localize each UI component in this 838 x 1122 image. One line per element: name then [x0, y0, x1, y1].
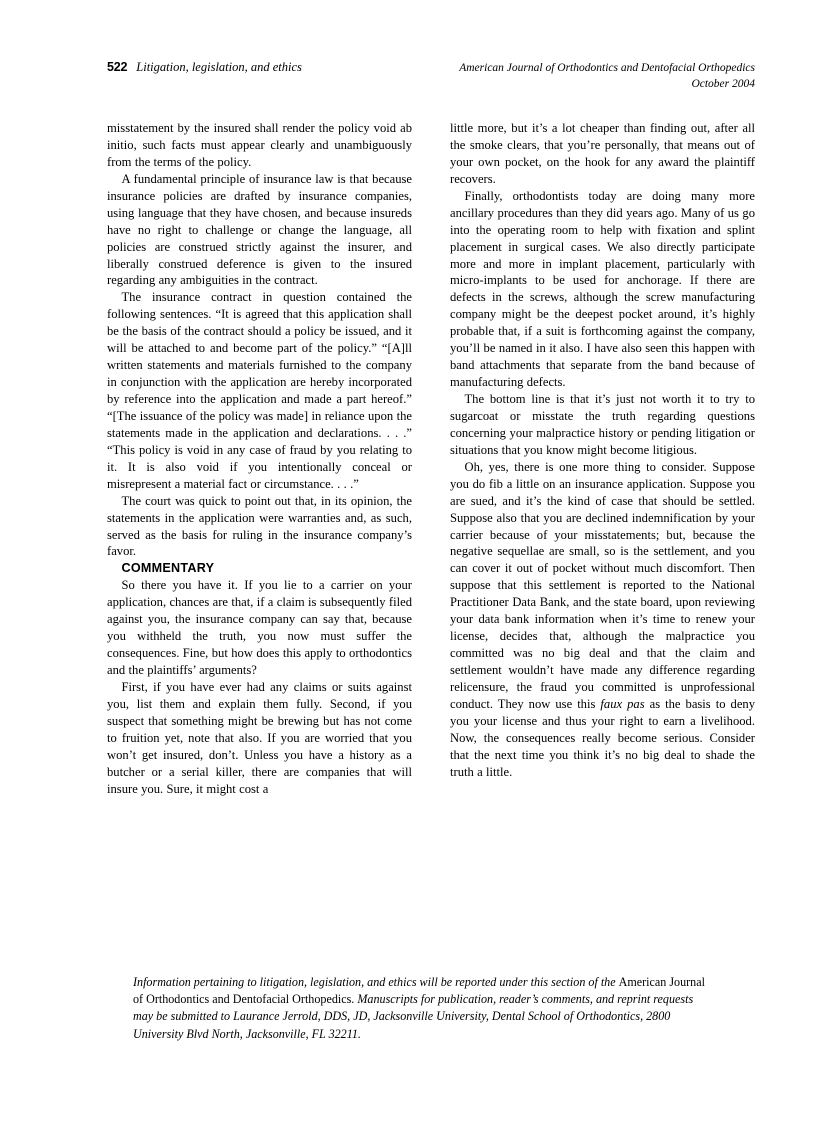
issue-date: October 2004: [691, 78, 755, 91]
paragraph-text-part2: as the basis to deny you your license and thus your right to earn a livelihood. Now, the consequences really become serious. Consider that the next time you think it’s no big deal to shade the truth a little.: [450, 696, 756, 779]
paragraph-final: [450, 459, 755, 781]
paragraph: The insurance contract in question contained the following sentences. “It is agreed that this application shall be the basis of the contract should a policy be issued, and it will be attached to and become part of the policy.” “[A]ll written statements and materials furnished to the company in conjunction with the application are hereby incorporated by reference into the application and made a part hereof.” “[The issuance of the policy was made] in reliance upon the statements made in the application and declarations. . . .” “This policy is void in any case of fraud by you relating to it. It is also void if you intentionally conceal or misrepresent a material fact or circumstance. . . .”: [107, 290, 412, 491]
footnote-lead: Information pertaining to litigation, legislation, and ethics will be reported under this section of the: [133, 975, 619, 989]
footnote-note: [133, 974, 713, 1043]
section-title: Litigation, legislation, and ethics: [136, 60, 302, 74]
emphasized-phrase: faux pas: [600, 696, 645, 711]
running-header-right: [459, 60, 755, 93]
page-number: 522: [107, 60, 128, 74]
paragraph: A fundamental principle of insurance law is that because insurance policies are drafted by insurance companies, using language that they have chosen, and because insureds have no right to challenge or change the language, all policies are construed strictly against the insurer, and liberally construed deference is given to the insured regarding any ambiguities in the contract.: [107, 171, 412, 288]
footnote-journal-name: American Journal of Orthodontics and Dentofacial Orthopedics.: [133, 975, 705, 1007]
footnote-tail: Manuscripts for publication, reader’s comments, and reprint requests may be submitted to Laurance Jerrold, DDS, JD, Jacksonville University, Dental School of Orthodontics, 2800 University Blvd North, Jacksonville, FL 32211.: [133, 992, 694, 1041]
paragraph: The bottom line is that it’s just not worth it to try to sugarcoat or misstate the truth regarding questions concerning your malpractice history or pending litigation or situations that you know might become litigious.: [450, 392, 755, 457]
paragraph: First, if you have ever had any claims or suits against you, list them and explain them fully. Second, if you suspect that something might be brewing but has not come to fruition yet, note that also. If you are worried that you won’t get insured, don’t. Unless you have a history as a butcher or a serial killer, there are companies that will insure you. Sure, it might cost a: [107, 679, 412, 796]
right-column: [450, 120, 755, 798]
paragraph: Finally, orthodontists today are doing many more ancillary procedures than they did years ago. Many of us go into the operating room to help with fixation and splint placement in surgical cases. We also directly participate more and more in implant placement, particularly with micro-implants to be used for anchorage. If there are defects in the screws, although the screw manufacturing company might be the deepest pocket around, it’s highly probable that, if a suit is forthcoming against the company, you’ll be named in it also. I have also seen this happen with band attachments that separate from the band because of manufacturing defects.: [450, 188, 755, 390]
paragraph-continuation: misstatement by the insured shall render the policy void ab initio, such facts must appear clearly and unambiguously from the terms of the policy.: [107, 121, 412, 169]
paragraph-text-part1: Oh, yes, there is one more thing to consider. Suppose you do fib a little on an insurance application. Suppose you are sued, and it’s the kind of case that should be settled. Suppose also that you are declined indemnification by your carrier because of your misstatements; but, because the negative sequellae are small, so is the settlement, and you can cover it out of pocket without much discomfort. Then suppose that this settlement is reported to the National Practitioner Data Bank, and the state board, upon reviewing your data bank information when it’s time to renew your license, decides that, although the malpractice you committed was no big deal and that the claim and settlement wouldn’t have made any difference regarding relicensure, the fraud you committed is unprofessional conduct. They now use this: [450, 459, 755, 711]
section-heading-commentary: COMMENTARY: [121, 561, 215, 576]
paragraph: The court was quick to point out that, in its opinion, the statements in the application were warranties and, as such, served as the basis for ruling in the insurance company’s favor.: [107, 493, 412, 559]
paragraph-continuation: little more, but it’s a lot cheaper than finding out, after all the smoke clears, that you’re personally, that means out of your own pocket, on the hook for any award the plaintiff recovers.: [450, 121, 755, 186]
left-column: [107, 120, 412, 798]
body-columns: [107, 120, 755, 798]
paragraph: So there you have it. If you lie to a carrier on your application, chances are that, if a claim is subsequently filed against you, the insurance company can say that, because you withheld the truth, you now must suffer the consequences. Fine, but how does this apply to orthodontics and the plaintiffs’ arguments?: [107, 578, 412, 677]
journal-name: American Journal of Orthodontics and Dentofacial Orthopedics: [459, 62, 755, 74]
running-header: [107, 60, 755, 93]
running-header-left: [107, 60, 302, 75]
